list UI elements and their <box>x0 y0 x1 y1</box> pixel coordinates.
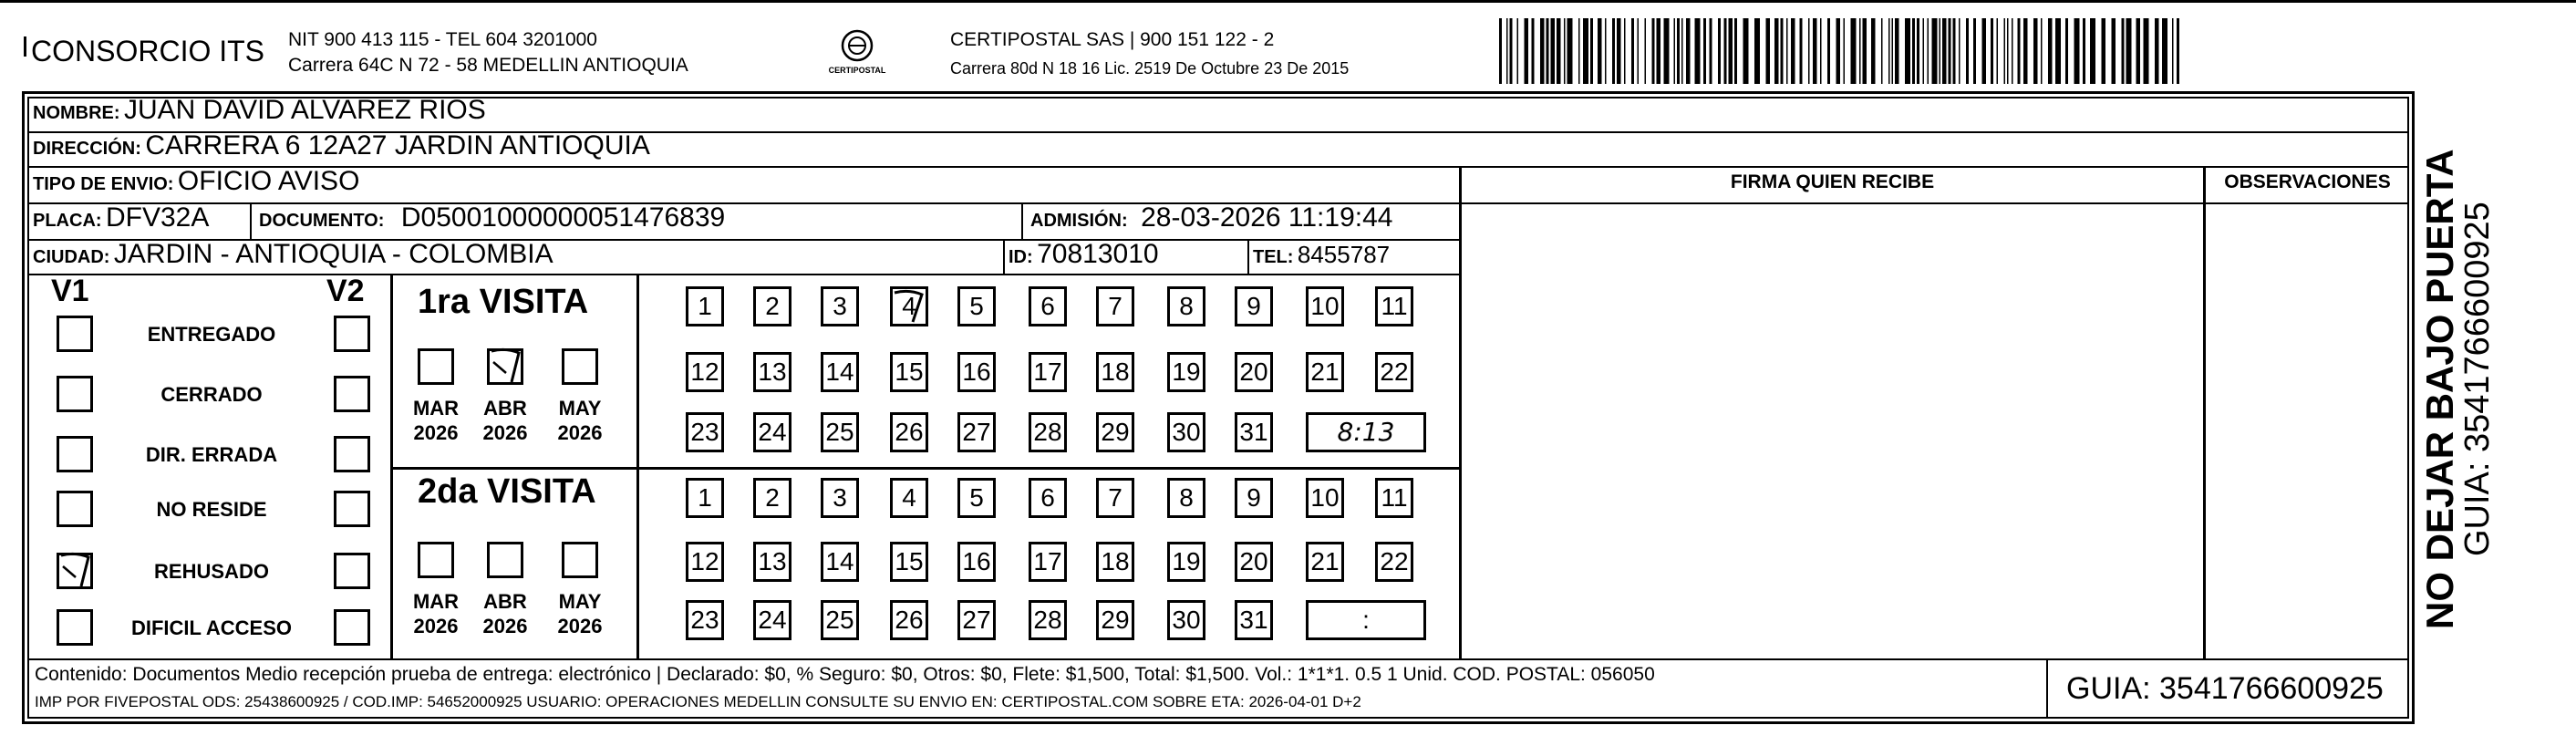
second-visit-day-12[interactable]: 12 <box>686 542 724 582</box>
first-visit-day-13[interactable]: 13 <box>753 352 791 392</box>
company-nit: NIT 900 413 115 - TEL 604 3201000 <box>288 29 597 50</box>
month-label: MAR 2026 <box>412 590 460 637</box>
second-visit-day-6[interactable]: 6 <box>1029 478 1067 518</box>
first-visit-day-14[interactable]: 14 <box>821 352 859 392</box>
first-visit-day-27[interactable]: 27 <box>957 412 996 452</box>
first-visit-day-23[interactable]: 23 <box>686 412 724 452</box>
second-visit-day-4[interactable]: 4 <box>890 478 928 518</box>
first-visit-day-6[interactable]: 6 <box>1029 286 1067 326</box>
second-visit-day-3[interactable]: 3 <box>821 478 859 518</box>
v1-label: V1 <box>51 274 89 308</box>
firma-header: FIRMA QUIEN RECIBE <box>1730 171 1935 192</box>
ciudad-row <box>33 239 553 270</box>
first-visit-day-7[interactable]: 7 <box>1096 286 1134 326</box>
courier-address: Carrera 80d N 18 16 Lic. 2519 De Octubre 23 De 2015 <box>950 59 1350 78</box>
first-visit-day-16[interactable]: 16 <box>957 352 996 392</box>
id-label: ID: <box>1009 247 1033 267</box>
first-visit-day-31[interactable]: 31 <box>1235 412 1273 452</box>
second-visit-day-18[interactable]: 18 <box>1096 542 1134 582</box>
documento-label: DOCUMENTO: <box>259 211 385 231</box>
first-visit-day-21[interactable]: 21 <box>1306 352 1344 392</box>
direccion-value: CARRERA 6 12A27 JARDIN ANTIOQUIA <box>145 130 650 161</box>
placa-row <box>33 202 209 233</box>
tel-label: TEL: <box>1253 247 1294 267</box>
month-label: MAY 2026 <box>557 590 603 637</box>
first-visit-day-12[interactable]: 12 <box>686 352 724 392</box>
v1-checkbox-3[interactable] <box>57 491 93 527</box>
second-visit-day-5[interactable]: 5 <box>957 478 996 518</box>
first-visit-day-19[interactable]: 19 <box>1167 352 1205 392</box>
second-visit-day-9[interactable]: 9 <box>1235 478 1273 518</box>
second-visit-day-13[interactable]: 13 <box>753 542 791 582</box>
first-visit-time[interactable]: 8:13 <box>1306 412 1426 452</box>
first-visit-day-29[interactable]: 29 <box>1096 412 1134 452</box>
first-visit-month-mar[interactable] <box>418 348 454 385</box>
tipo-label: TIPO DE ENVIO: <box>33 174 174 194</box>
v2-checkbox-5[interactable] <box>334 609 370 646</box>
v1-checkbox-0[interactable] <box>57 316 93 352</box>
v2-checkbox-2[interactable] <box>334 436 370 472</box>
second-visit-day-20[interactable]: 20 <box>1235 542 1273 582</box>
status-label: CERRADO <box>160 383 263 406</box>
first-visit-day-25[interactable]: 25 <box>821 412 859 452</box>
second-visit-day-16[interactable]: 16 <box>957 542 996 582</box>
footer-content: Contenido: Documentos Medio recepción prueba de entrega: electrónico | Declarado: $0, % Seguro: $0, Otros: $0, Flete: $1,500, Total: $1,500. Vol.: 1*1*1. 0.5 1 Unid. COD. POSTAL: 056050 <box>35 664 1655 685</box>
admision-row <box>1030 202 1392 233</box>
direccion-label: DIRECCIÓN: <box>33 139 141 159</box>
second-visit-day-1[interactable]: 1 <box>686 478 724 518</box>
documento-row <box>259 202 725 233</box>
side-guia: GUIA: 3541766600925 <box>2458 202 2497 556</box>
observaciones-header: OBSERVACIONES <box>2224 171 2391 192</box>
first-visit-day-24[interactable]: 24 <box>753 412 791 452</box>
nombre-row <box>33 95 486 126</box>
second-visit-month-may[interactable] <box>562 542 598 578</box>
tipo-row <box>33 166 359 197</box>
second-visit-day-7[interactable]: 7 <box>1096 478 1134 518</box>
side-warning: NO DEJAR BAJO PUERTA <box>2418 149 2461 629</box>
tipo-value: OFICIO AVISO <box>177 166 360 196</box>
first-visit-day-15[interactable]: 15 <box>890 352 928 392</box>
footer-imp: IMP POR FIVEPOSTAL ODS: 25438600925 / COD.IMP: 54652000925 USUARIO: OPERACIONES MEDELLIN CONSULTE SU ENVIO EN: CERTIPOSTAL.COM SOBRE ETA: 2026-04-01 D+2 <box>35 693 1361 710</box>
second-visit-day-24[interactable]: 24 <box>753 600 791 640</box>
nombre-value: JUAN DAVID ALVAREZ RIOS <box>124 95 486 125</box>
second-visit-month-abr[interactable] <box>487 542 523 578</box>
status-label: NO RESIDE <box>156 498 267 521</box>
admision-label: ADMISIÓN: <box>1030 211 1128 231</box>
second-visit-month-mar[interactable] <box>418 542 454 578</box>
tel-value: 8455787 <box>1297 241 1391 268</box>
v1-checkbox-1[interactable] <box>57 376 93 412</box>
id-value: 70813010 <box>1037 239 1159 269</box>
first-visit-day-11[interactable]: 11 <box>1375 286 1413 326</box>
second-visit-day-8[interactable]: 8 <box>1167 478 1205 518</box>
v1-checkbox-4[interactable] <box>57 553 93 589</box>
v2-checkbox-4[interactable] <box>334 553 370 589</box>
v1-checkbox-5[interactable] <box>57 609 93 646</box>
second-visit-day-17[interactable]: 17 <box>1029 542 1067 582</box>
first-visit-day-20[interactable]: 20 <box>1235 352 1273 392</box>
footer-guia: GUIA: 3541766600925 <box>2066 671 2384 706</box>
first-visit-title: 1ra VISITA <box>418 283 589 321</box>
status-label: ENTREGADO <box>147 323 276 346</box>
second-visit-day-22[interactable]: 22 <box>1375 542 1413 582</box>
second-visit-day-11[interactable]: 11 <box>1375 478 1413 518</box>
documento-value: D05001000000051476839 <box>400 202 726 233</box>
second-visit-day-15[interactable]: 15 <box>890 542 928 582</box>
ciudad-value: JARDIN - ANTIOQUIA - COLOMBIA <box>113 239 553 269</box>
ciudad-label: CIUDAD: <box>33 247 110 267</box>
second-visit-day-28[interactable]: 28 <box>1029 600 1067 640</box>
v2-checkbox-1[interactable] <box>334 376 370 412</box>
second-visit-title: 2da VISITA <box>418 472 596 511</box>
first-visit-day-17[interactable]: 17 <box>1029 352 1067 392</box>
first-visit-day-26[interactable]: 26 <box>890 412 928 452</box>
certipostal-logo: CERTIPOSTAL <box>821 26 894 80</box>
v1-checkbox-2[interactable] <box>57 436 93 472</box>
second-visit-day-27[interactable]: 27 <box>957 600 996 640</box>
status-label: DIR. ERRADA <box>145 443 278 466</box>
nombre-label: NOMBRE: <box>33 103 120 123</box>
v2-checkbox-0[interactable] <box>334 316 370 352</box>
company-address: Carrera 64C N 72 - 58 MEDELLIN ANTIOQUIA <box>288 55 688 76</box>
first-visit-day-10[interactable]: 10 <box>1306 286 1344 326</box>
month-label: MAY 2026 <box>557 397 603 444</box>
first-visit-day-22[interactable]: 22 <box>1375 352 1413 392</box>
first-visit-day-3[interactable]: 3 <box>821 286 859 326</box>
first-visit-day-18[interactable]: 18 <box>1096 352 1134 392</box>
second-visit-day-14[interactable]: 14 <box>821 542 859 582</box>
second-visit-day-2[interactable]: 2 <box>753 478 791 518</box>
first-visit-day-4[interactable]: 4 <box>890 286 928 326</box>
admision-value: 28-03-2026 11:19:44 <box>1141 202 1393 233</box>
first-visit-month-abr[interactable] <box>487 348 523 385</box>
second-visit-day-31[interactable]: 31 <box>1235 600 1273 640</box>
placa-label: PLACA: <box>33 211 102 231</box>
month-label: ABR 2026 <box>482 590 528 637</box>
v2-label: V2 <box>326 274 365 308</box>
first-visit-month-may[interactable] <box>562 348 598 385</box>
first-visit-day-9[interactable]: 9 <box>1235 286 1273 326</box>
placa-value: DFV32A <box>106 202 210 233</box>
first-visit-day-5[interactable]: 5 <box>957 286 996 326</box>
first-visit-day-2[interactable]: 2 <box>753 286 791 326</box>
first-visit-day-30[interactable]: 30 <box>1167 412 1205 452</box>
second-visit-day-30[interactable]: 30 <box>1167 600 1205 640</box>
first-visit-day-28[interactable]: 28 <box>1029 412 1067 452</box>
tel-row <box>1253 241 1390 269</box>
direccion-row <box>33 130 650 161</box>
courier-name: CERTIPOSTAL SAS | 900 151 122 - 2 <box>950 29 1275 50</box>
second-visit-day-23[interactable]: 23 <box>686 600 724 640</box>
first-visit-day-8[interactable]: 8 <box>1167 286 1205 326</box>
second-visit-day-29[interactable]: 29 <box>1096 600 1134 640</box>
second-visit-day-26[interactable]: 26 <box>890 600 928 640</box>
month-label: MAR 2026 <box>412 397 460 444</box>
first-visit-day-1[interactable]: 1 <box>686 286 724 326</box>
status-label: REHUSADO <box>154 560 269 583</box>
second-visit-day-21[interactable]: 21 <box>1306 542 1344 582</box>
second-visit-day-25[interactable]: 25 <box>821 600 859 640</box>
second-visit-day-10[interactable]: 10 <box>1306 478 1344 518</box>
month-label: ABR 2026 <box>482 397 528 444</box>
second-visit-time[interactable]: : <box>1306 600 1426 640</box>
id-row <box>1009 239 1159 270</box>
second-visit-day-19[interactable]: 19 <box>1167 542 1205 582</box>
company-name: CONSORCIO ITS <box>31 35 265 67</box>
v2-checkbox-3[interactable] <box>334 491 370 527</box>
status-label: DIFICIL ACCESO <box>130 616 292 639</box>
barcode <box>1499 18 2185 84</box>
